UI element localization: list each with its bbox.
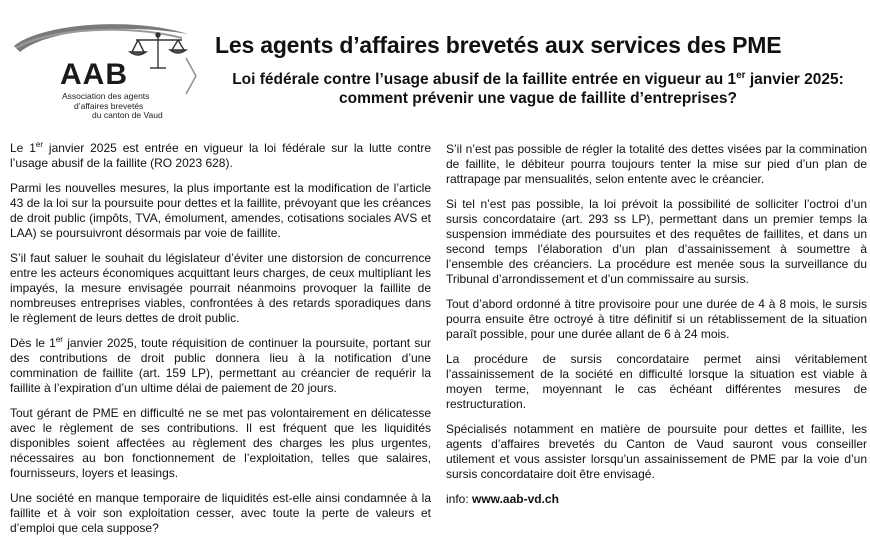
paragraph: S’il faut saluer le souhait du législateur d’éviter une distorsion de concurrence entre les acteurs économiques acquittant leurs charges, de ceux multipliant les impayés, la mesure envisagée pourrait néanmoins provoquer la faillite de nombreuses entreprises viables, confrontées à des retards sporadiques dans le règlement de leurs dettes de droit public. bbox=[10, 251, 431, 325]
paragraph: Une société en manque temporaire de liquidités est-elle ainsi condamnée à la faillite et à voir son exploitation cesser, avec toute la perte de valeurs et d’emploi que cela suppose? bbox=[10, 491, 431, 535]
paragraph: Parmi les nouvelles mesures, la plus importante est la modification de l’article 43 de la loi sur la poursuite pour dettes et la faillite, prévoyant que les créances de droit public (impôts, TVA, émolument, amendes, cotisations sociales AVS et LAA) se poursuivront désormais par voie de faillite. bbox=[10, 181, 431, 240]
paragraph: Tout d’abord ordonné à titre provisoire pour une durée de 4 à 8 mois, le sursis pourra ensuite être octroyé à titre définitif si un rétablissement de la situation paraît possible, pour une durée allant de 6 à 24 mois. bbox=[446, 297, 867, 341]
text-run: Dès le 1 bbox=[10, 336, 56, 350]
subtitle-line1-a: Loi fédérale contre l’usage abusif de la faillite entrée en vigueur au 1 bbox=[232, 71, 737, 89]
logo-subtitle-line: du canton de Vaud bbox=[92, 110, 163, 120]
paragraph: S’il n’est pas possible de régler la totalité des dettes visées par la commination de faillite, le débiteur pourra toujours tenter la mise sur pied d’un plan de rattrapage par mensualités, selon entente avec le créancier. bbox=[446, 142, 867, 186]
left-column bbox=[10, 141, 431, 546]
right-column bbox=[446, 142, 867, 517]
superscript: er bbox=[55, 335, 63, 344]
paragraph bbox=[10, 336, 431, 396]
subtitle-line2: comment prévenir une vague de faillite d’entreprises? bbox=[339, 90, 737, 108]
info-label: info: bbox=[446, 492, 473, 506]
text-run: janvier 2025, toute réquisition de continuer la poursuite, portant sur des contributions de droit public donnera lieu à la notification d’une commination de faillite (art. 159 LP), permettant au créancier de requérir la faillite à l’expiration d’un ultime délai de paiement de 20 jours. bbox=[10, 336, 431, 395]
logo-wordmark: AAB bbox=[60, 58, 128, 91]
superscript: er bbox=[35, 140, 44, 149]
paragraph: Si tel n’est pas possible, la loi prévoit la possibilité de solliciter l’octroi d’un sursis concordataire (art. 293 ss LP), permettant dans un premier temps la suspension immédiate des poursuites et des requêtes de faillites, et dans un second temps l’élaboration d’un plan d’assainissement à soumettre à l’ensemble des créanciers. La procédure est menée sous la surveillance du Tribunal d’arrondissement et d’un commissaire au sursis. bbox=[446, 197, 867, 286]
aab-logo bbox=[10, 18, 200, 120]
logo-subtitle bbox=[62, 92, 163, 121]
logo-subtitle-line: d’affaires brevetés bbox=[74, 100, 144, 111]
scales-of-justice-icon bbox=[130, 33, 196, 94]
page-title: Les agents d’affaires brevetés aux services des PME bbox=[215, 32, 782, 58]
paragraph: Tout gérant de PME en difficulté ne se met pas volontairement en délicatesse avec le règlement de ses contributions. Il est fréquent que les liquidités disponibles soient affectées au règlement des charges les plus urgentes, nécessaires au bon fonctionnement de l’exploitation, telles que salaires, fournisseurs, loyers et leasings. bbox=[10, 406, 431, 480]
page-subtitle bbox=[218, 66, 858, 108]
paragraph: La procédure de sursis concordataire permet ainsi véritablement l’assainissement de la société en difficulté lorsque la situation est viable à moyen terme, moyennant le cas échéant différentes mesures de restructuration. bbox=[446, 352, 867, 411]
website-link[interactable]: www.aab-vd.ch bbox=[472, 492, 559, 506]
paragraph: Spécialisés notamment en matière de poursuite pour dettes et faillite, les agents d’affaires brevetés du Canton de Vaud sauront vous conseiller utilement et vous assister lorsqu’un assainissement de PME par la voie d’un sursis concordataire doit être envisagé. bbox=[446, 422, 867, 481]
info-line bbox=[446, 492, 867, 507]
subtitle-sup: er bbox=[736, 70, 746, 81]
logo-subtitle-line: Association des agents bbox=[62, 91, 150, 101]
subtitle-line1-b: janvier 2025: bbox=[745, 71, 844, 89]
text-run: Le 1 bbox=[10, 141, 36, 155]
text-run: janvier 2025 est entrée en vigueur la loi fédérale sur la lutte contre l’usage abusif de la faillite (RO 2023 628). bbox=[10, 141, 431, 170]
paragraph bbox=[10, 141, 431, 171]
